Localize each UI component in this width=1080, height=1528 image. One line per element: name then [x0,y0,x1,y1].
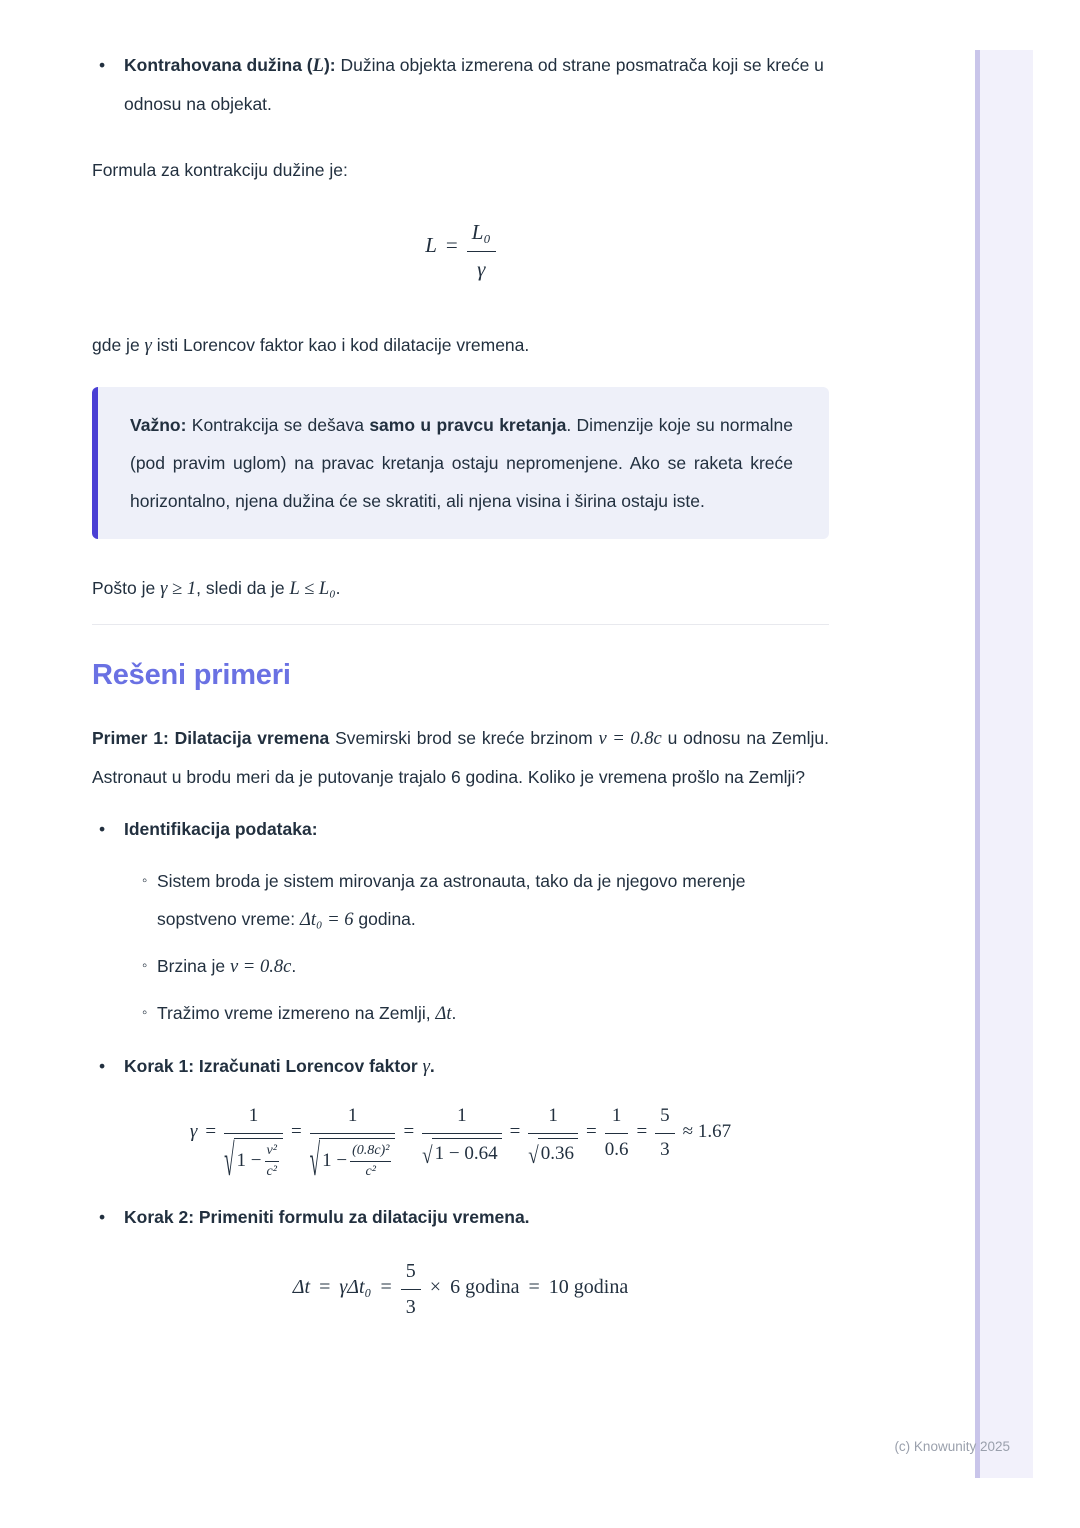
math-fraction-step2 [309,1104,396,1188]
math-fraction-step5 [605,1104,629,1163]
math-value: 6 godina [450,1276,520,1299]
sublist-item-proper-time [92,862,829,939]
bullet-icon: • [99,55,106,75]
section-divider [92,624,829,625]
section-heading: Rešeni primeri [92,658,291,691]
mini-fraction [350,1142,391,1180]
bullet-icon: • [99,818,106,839]
math-equals: = [403,1120,415,1142]
radicand-text: 1 − 0.64 [434,1143,498,1165]
math-fraction-step3 [422,1104,501,1167]
math-gamma: γ [189,1120,198,1142]
bullet-icon: • [99,1207,106,1228]
list-item-korak1 [92,1047,829,1086]
radicand-text: 1 − [322,1150,348,1172]
math-equals: = [380,1276,392,1299]
radicand-text: 0.36 [540,1143,574,1165]
fraction-denominator: 3 [405,1296,416,1319]
math-fraction [467,219,496,284]
math-times: × [429,1276,442,1299]
time-dilation-result-formula [92,1258,829,1320]
math-approx-result: ≈ 1.67 [682,1120,732,1142]
math-result: 10 godina [548,1276,629,1299]
length-contraction-formula [92,211,829,292]
list-item-text: Korak 1: Izračunati Lorencov faktor γ. [124,1055,435,1077]
page-edge-strip [975,50,1033,1478]
paragraph-conclusion: Pošto je γ ≥ 1, sledi da je L ≤ L₀. [92,577,341,599]
math-equals: = [445,233,458,257]
circle-bullet-icon: ◦ [142,956,148,974]
radical-icon: √ [224,1138,235,1188]
mini-denominator: c² [266,1162,277,1179]
math-delta-t: Δt [292,1276,311,1299]
paragraph-primer1: Primer 1: Dilatacija vremena Svemirski brod se kreće brzinom v = 0.8c u odnosu na Zemlju. Astronaut u brodu meri da je putovanje trajalo 6 godina. Koliko je vremena prošlo na Zemlji? [92,727,829,787]
radicand-text: 1 − [236,1150,262,1172]
list-item-korak2 [92,1198,829,1236]
fraction-numerator: 1 [528,1104,578,1135]
mini-numerator: (0.8c)² [350,1142,391,1162]
lorentz-factor-formula [92,1104,829,1188]
radical-icon: √ [528,1142,539,1169]
list-item-text: Korak 2: Primeniti formulu za dilataciju vremena. [124,1207,530,1228]
math-gamma-dt0: γΔt₀ [339,1276,372,1299]
callout-text: Važno: Kontrakcija se dešava samo u pravcu kretanja. Dimenzije koje su normalne (pod pravim uglom) na pravac kretanja ostaju nepromenjene. Ako se raketa kreće horizontalno, njena dužina će se skratiti, ali njena visina i širina ostaju iste. [130,414,793,511]
sqrt-expression [224,1138,283,1188]
math-lhs: L [425,233,437,257]
list-item-text: Identifikacija podataka: [124,818,318,839]
fraction-numerator: L₀ [467,219,496,252]
sqrt-expression [528,1138,578,1167]
mini-denominator: c² [365,1162,376,1179]
sqrt-expression [309,1138,396,1188]
math-equals: = [509,1120,521,1142]
sublist-item-unknown [92,994,829,1033]
radical-icon: √ [309,1138,321,1188]
paragraph-formula-intro: Formula za kontrakciju dužine je: [92,160,348,180]
bullet-icon: • [99,1055,106,1076]
math-equals: = [319,1276,331,1299]
fraction-numerator: 1 [422,1104,501,1135]
fraction-numerator: 1 [605,1104,629,1135]
math-fraction-step1 [224,1104,283,1188]
list-item-text: Tražimo vreme izmereno na Zemlji, Δt. [157,1002,457,1024]
radical-icon: √ [422,1142,433,1169]
document-content [92,0,829,1320]
math-equals: = [528,1276,540,1299]
fraction-numerator: 1 [224,1104,283,1135]
list-item-identifikacija [92,810,829,848]
math-equals: = [290,1120,302,1142]
fraction-numerator: 5 [655,1104,675,1135]
circle-bullet-icon: ◦ [142,1003,148,1021]
fraction-denominator: 3 [660,1139,670,1161]
sqrt-expression [422,1138,501,1167]
fraction-denominator: γ [477,257,486,282]
sublist-item-speed [92,947,829,986]
important-callout [92,387,829,539]
circle-bullet-icon: ◦ [142,871,148,889]
math-equals: = [205,1120,217,1142]
fraction-denominator: 0.6 [604,1139,629,1161]
mini-fraction [265,1142,279,1180]
list-item-contracted-length [92,46,829,123]
copyright-footer: (c) Knowunity 2025 [894,1439,1010,1454]
math-fraction-step6 [655,1104,675,1163]
sublist-data [92,862,829,1033]
math-fraction [401,1258,421,1320]
math-equals: = [636,1120,648,1142]
list-item-text: Kontrahovana dužina (L): Dužina objekta izmerena od strane posmatrača koji se kreće u odnosu na objekat. [124,55,824,114]
list-item-text: Sistem broda je sistem mirovanja za astronauta, tako da je njegovo merenje sopstveno vreme: Δt₀ = 6 godina. [157,870,746,930]
math-equals: = [585,1120,597,1142]
fraction-numerator: 1 [310,1104,396,1135]
mini-numerator: v² [265,1142,279,1162]
paragraph-gamma-note: gde je γ isti Lorencov faktor kao i kod dilatacije vremena. [92,334,530,356]
fraction-numerator: 5 [401,1258,421,1290]
math-fraction-step4 [528,1104,578,1167]
list-item-text: Brzina je v = 0.8c. [157,955,297,977]
